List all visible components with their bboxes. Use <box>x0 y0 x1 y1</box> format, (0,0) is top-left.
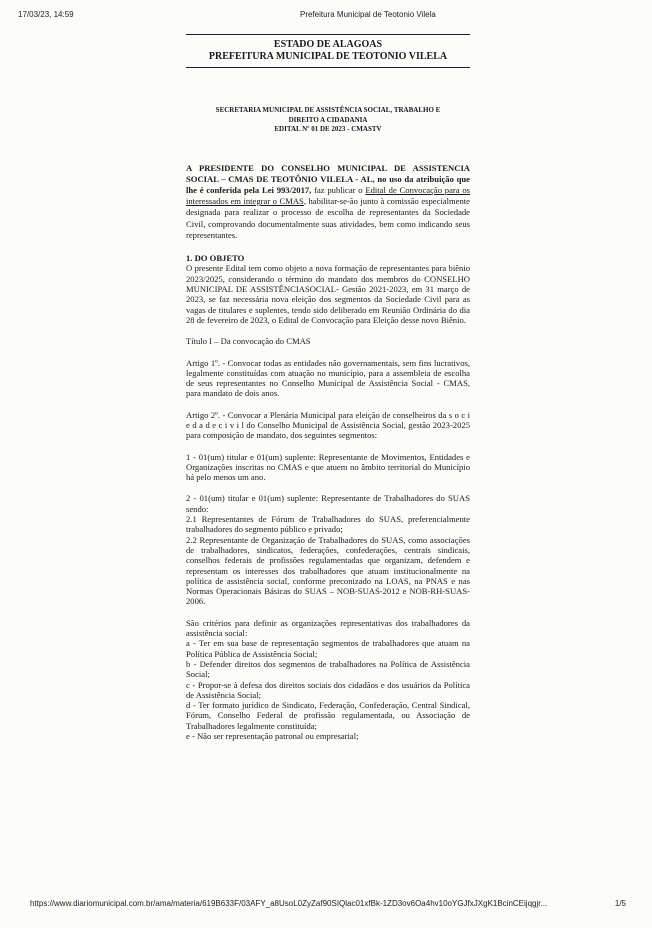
browser-print-footer <box>0 899 652 911</box>
intro-text-2: , habilitar-se-ão junto à comissão especialmente designada para realizar o processo de escolha de representantes da Sociedade Civil, comprovando documentalmente suas atividades, bem como indicando seus representantes. <box>186 196 470 240</box>
header-state: ESTADO DE ALAGOAS <box>273 39 383 50</box>
criterios-intro: São critérios para definir as organizações representativas dos trabalhadores da assistência social: <box>186 617 470 639</box>
criterio-e: e - Não ser representação patronal ou empresarial; <box>186 731 359 741</box>
titulo-1: Título I – Da convocação do CMAS <box>186 336 311 347</box>
secretaria-line2: DIREITO A CIDADANIA <box>288 115 368 124</box>
artigo-1: Artigo 1º. - Convocar todas as entidades não governamentais, sem fins lucrativos, legalmente constituídas com atuação no município, para a assembleia de escolha de seus representantes no Conselho Municipal de Assistência Social - CMAS, para mandato de dois anos. <box>186 357 470 399</box>
intro-bold: A PRESIDENTE DO CONSELHO MUNICIPAL DE ASSISTENCIA SOCIAL – CMAS DE TEOTÔNIO VILELA - AL, no uso da atribuição que lhe é conferida pela Lei 993/2017, <box>186 162 470 195</box>
browser-print-header <box>0 10 652 22</box>
segmento-2-2: 2.2 Representante de Organização de Trabalhadores do SUAS, como associações de trabalhadores, sindicatos, federações, confederações, centrais sindicais, conselhos federais de profissões regulamentadas que organizam, defendem e representam os interesses dos trabalhadores que atuam institucionalmente na política de assistência social, conforme preconizado na LOAS, na PNAS e nas Normas Operacionais Básicas do SUAS – NOB-SUAS-2012 e NOB-RH-SUAS-2006. <box>186 534 470 607</box>
print-page-title: Prefeitura Municipal de Teotonio Vilela <box>300 10 436 19</box>
segmento-1: 1 - 01(um) titular e 01(um) suplente: Representante de Movimentos, Entidades e Organizações inscritas no CMAS e que atuem no âmbito territorial do Município há pelo menos um ano. <box>186 451 470 483</box>
segmento-2-1: 2.1 Representantes de Fórum de Trabalhadores do SUAS, preferencialmente trabalhadores do segmento público e privado; <box>186 514 470 535</box>
artigo-2: Artigo 2º. - Convocar a Plenária Municipal para eleição de conselheiros da s o c i e d a d e c i v i l do Conselho Municipal de Assistência Social, gestão 2023-2025 para composição de mandato, dos seguintes segmentos: <box>186 409 470 441</box>
intro-paragraph <box>186 163 470 241</box>
secretaria-heading <box>186 106 470 135</box>
print-url: https://www.diariomunicipal.com.br/ama/materia/619B633F/03AFY_a8UsoL0ZyZaf90SIQlac01xfBk-1ZD3ov6Oa4hv10oYGJfxJXgK1BcinCEijqgjr... <box>30 899 548 908</box>
section-objeto-title: 1. DO OBJETO <box>186 252 245 263</box>
criterio-a: a - Ter em sua base de representação segmentos de trabalhadores que atuam na Política Pública de Assistência Social; <box>186 638 470 659</box>
criterio-b: b - Defender direitos dos segmentos de trabalhadores na Política de Assistência Social; <box>186 658 470 680</box>
secretaria-line1: SECRETARIA MUNICIPAL DE ASSISTÊNCIA SOCIAL, TRABALHO E <box>215 106 441 114</box>
section-objeto-text: O presente Edital tem como objeto a nova formação de representantes para biênio 2023/2025, considerando o término do mandato dos membros do CONSELHO MUNICIPAL DE ASSISTÊNCIASOCIAL- Gestão 2021-2023, em 31 março de 2023, se faz necessária nova eleição dos segmentos da Sociedade Civil para as vagas de titulares e suplentes, tendo sido deliberado em Reunião Ordinária do dia 28 de fevereiro de 2023, o Edital de Convocação para Eleição desse novo Biênio. <box>186 263 470 325</box>
intro-text-1: faz publicar o <box>311 184 366 195</box>
document-page <box>186 34 470 741</box>
intro-underlined: Edital de Convocação para os interessados em integrar o CMAS <box>186 184 470 207</box>
criterio-c: c - Propor-se à defesa dos direitos sociais dos cidadãos e dos usuários da Política de Assistência Social; <box>186 679 470 700</box>
document-header <box>186 35 470 67</box>
print-timestamp: 17/03/23, 14:59 <box>18 10 74 19</box>
criterio-d: d - Ter formato jurídico de Sindicato, Federação, Confederação, Central Sindical, Fórum, Conselho Federal de profissão regulamentada, ou Associação de Trabalhadores legalmente constituída; <box>186 700 470 731</box>
header-bottom-rule <box>186 67 470 68</box>
print-page-count: 1/5 <box>614 899 626 908</box>
segmento-2-intro: 2 - 01(um) titular e 01(um) suplente: Representante de Trabalhadores do SUAS sendo: <box>186 493 470 514</box>
header-prefeitura: PREFEITURA MUNICIPAL DE TEOTONIO VILELA <box>208 51 448 62</box>
edital-number: EDITAL Nº 01 DE 2023 - CMASTV <box>274 125 382 133</box>
